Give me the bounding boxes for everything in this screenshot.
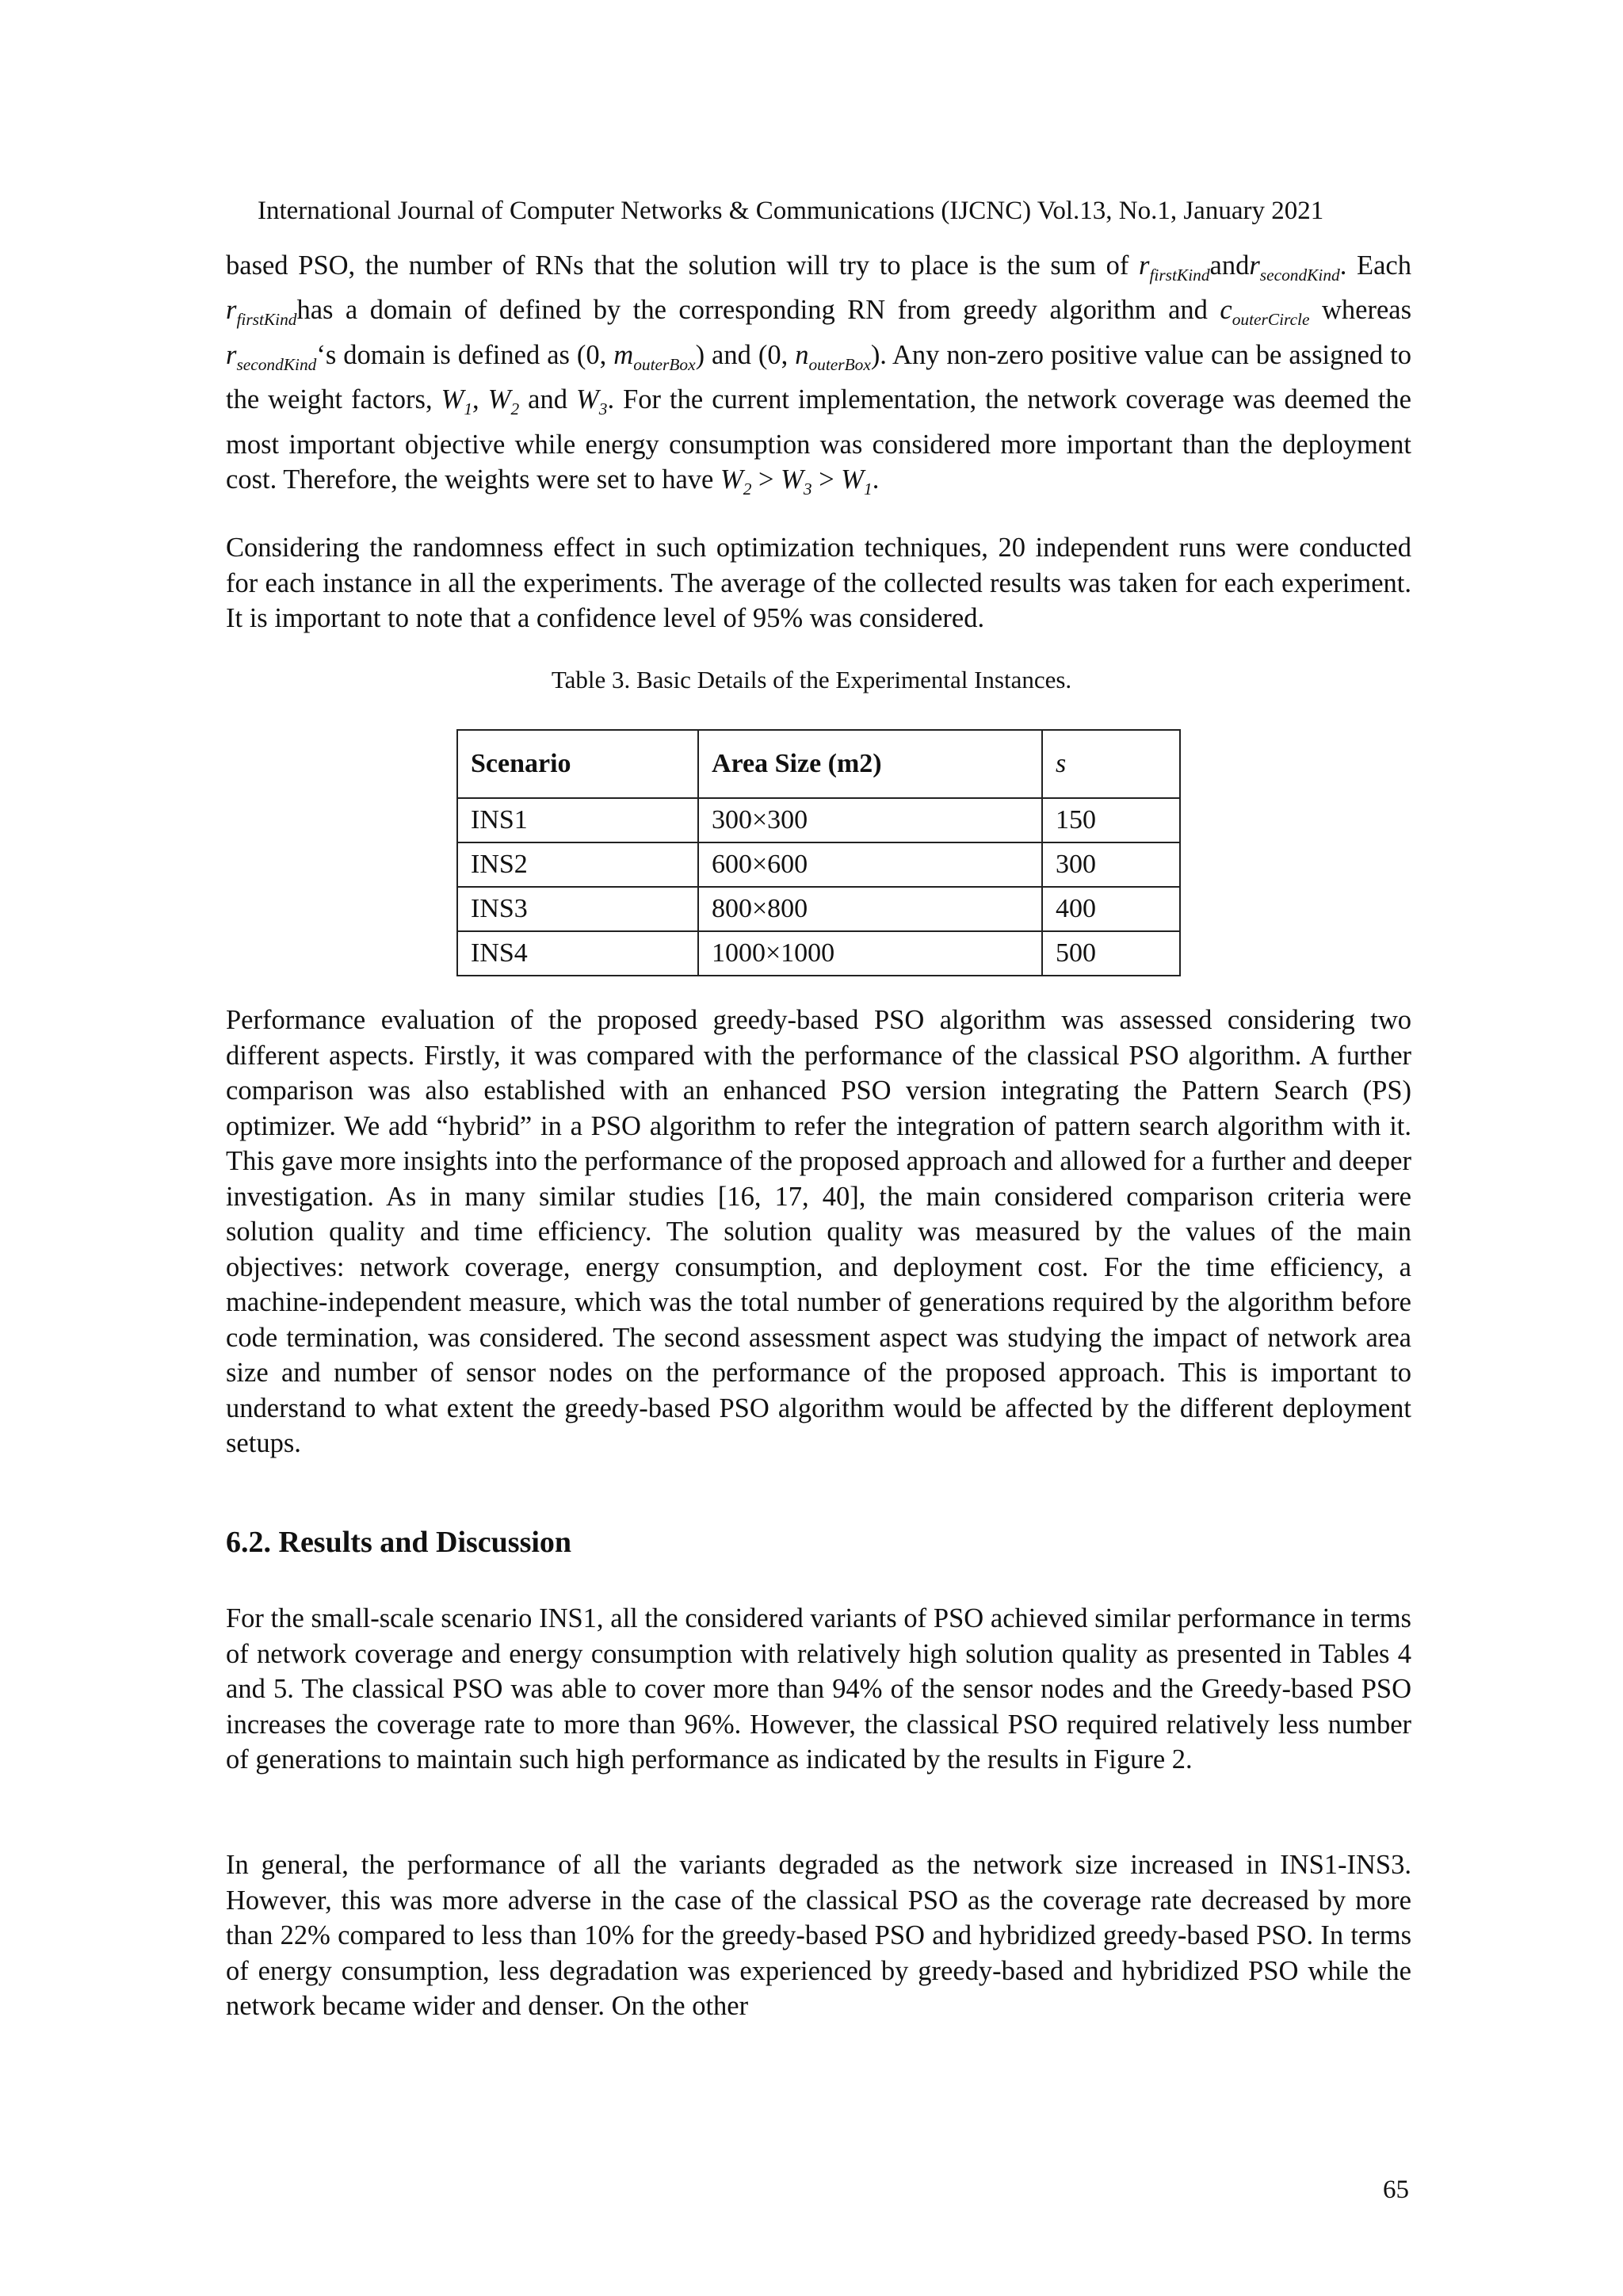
- paragraph-performance-evaluation: Performance evaluation of the proposed greedy-based PSO algorithm was assessed considering two different aspects. Firstly, it was compared with the performance of the classical PSO algorithm. A further comparison was also established with an enhanced PSO version integrating the Pattern Search (PS) optimizer. We add “hybrid” in a PSO algorithm to refer the integration of pattern search algorithm with it. This gave more insights into the performance of the proposed approach and allowed for a further and deeper investigation. As in many similar studies [16, 17, 40], the main considered comparison criteria were solution quality and time efficiency. The solution quality was measured by the values of the main objectives: network coverage, energy consumption, and deployment cost. For the time efficiency, a machine-independent measure, which was the total number of generations required by the algorithm before code termination, was considered. The second assessment aspect was studying the impact of network area size and number of sensor nodes on the performance of the proposed approach. This is important to understand to what extent the greedy-based PSO algorithm would be affected by the different deployment setups.: [226, 1005, 1411, 1458]
- table-cell: INS2: [457, 842, 698, 887]
- table-cell: 800×800: [698, 887, 1042, 931]
- table-cell: INS1: [457, 798, 698, 842]
- journal-header: International Journal of Computer Networks & Communications (IJCNC) Vol.13, No.1, January 2021: [258, 197, 1324, 225]
- table-cell: 150: [1042, 798, 1180, 842]
- table-cell: 300: [1042, 842, 1180, 887]
- table-header-row: [457, 730, 1180, 798]
- experimental-instances-table: [456, 729, 1181, 976]
- table-cell: 500: [1042, 931, 1180, 976]
- paragraph-randomness: Considering the randomness effect in such optimization techniques, 20 independent runs were conducted for each instance in all the experiments. The average of the collected results was taken for each experiment. It is important to note that a confidence level of 95% was considered.: [226, 533, 1411, 633]
- table-header-cell: Scenario: [457, 730, 698, 798]
- paragraph-small-scale: For the small-scale scenario INS1, all the considered variants of PSO achieved similar performance in terms of network coverage and energy consumption with relatively high solution quality as presented in Tables 4 and 5. The classical PSO was able to cover more than 94% of the sensor nodes and the Greedy-based PSO increases the coverage rate to more than 96%. However, the classical PSO required relatively less number of generations to maintain such high performance as indicated by the results in Figure 2.: [226, 1603, 1411, 1775]
- section-title: 6.2. Results and Discussion: [226, 1526, 572, 1559]
- page-number: 65: [1383, 2176, 1409, 2204]
- table-cell: 1000×1000: [698, 931, 1042, 976]
- table-row: [457, 798, 1180, 842]
- table-row: [457, 842, 1180, 887]
- table-header-cell: s: [1042, 730, 1180, 798]
- table-cell: 400: [1042, 887, 1180, 931]
- table-header-cell: Area Size (m2): [698, 730, 1042, 798]
- table-cell: INS3: [457, 887, 698, 931]
- paragraph-general-performance: In general, the performance of all the variants degraded as the network size increased in INS1-INS3. However, this was more adverse in the case of the classical PSO as the coverage rate decreased by more than 22% compared to less than 10% for the greedy-based PSO and hybridized greedy-based PSO. In terms of energy consumption, less degradation was experienced by greedy-based and hybridized PSO while the network became wider and denser. On the other: [226, 1850, 1411, 2021]
- table-row: [457, 887, 1180, 931]
- table-cell: 300×300: [698, 798, 1042, 842]
- table-cell: 600×600: [698, 842, 1042, 887]
- table-row: [457, 931, 1180, 976]
- table-cell: INS4: [457, 931, 698, 976]
- table-caption: Table 3. Basic Details of the Experimental Instances.: [551, 666, 1072, 693]
- paragraph-rn-domain: based PSO, the number of RNs that the solution will try to place is the sum of $r_{firstKind}andr_{secondKind}$. Each $r_{firstKind}has$ a domain of defined by the corresponding RN from greedy algorithm and $c_{outerCircle}$ whereas $r_{secondKind}‘s$ domain is defined as (0, $m_{outerBox}$) and (0, $n_{outerBox}$). Any non-zero positive value can be assigned to the weight factors, $W_1$, $W_2$ and $W_3$. For the current implementation, the network coverage was deemed the most important objective while energy consumption was considered more important than the deployment cost. Therefore, the weights were set to have $W_2 > W_3 > W_1$.: [226, 250, 1411, 499]
